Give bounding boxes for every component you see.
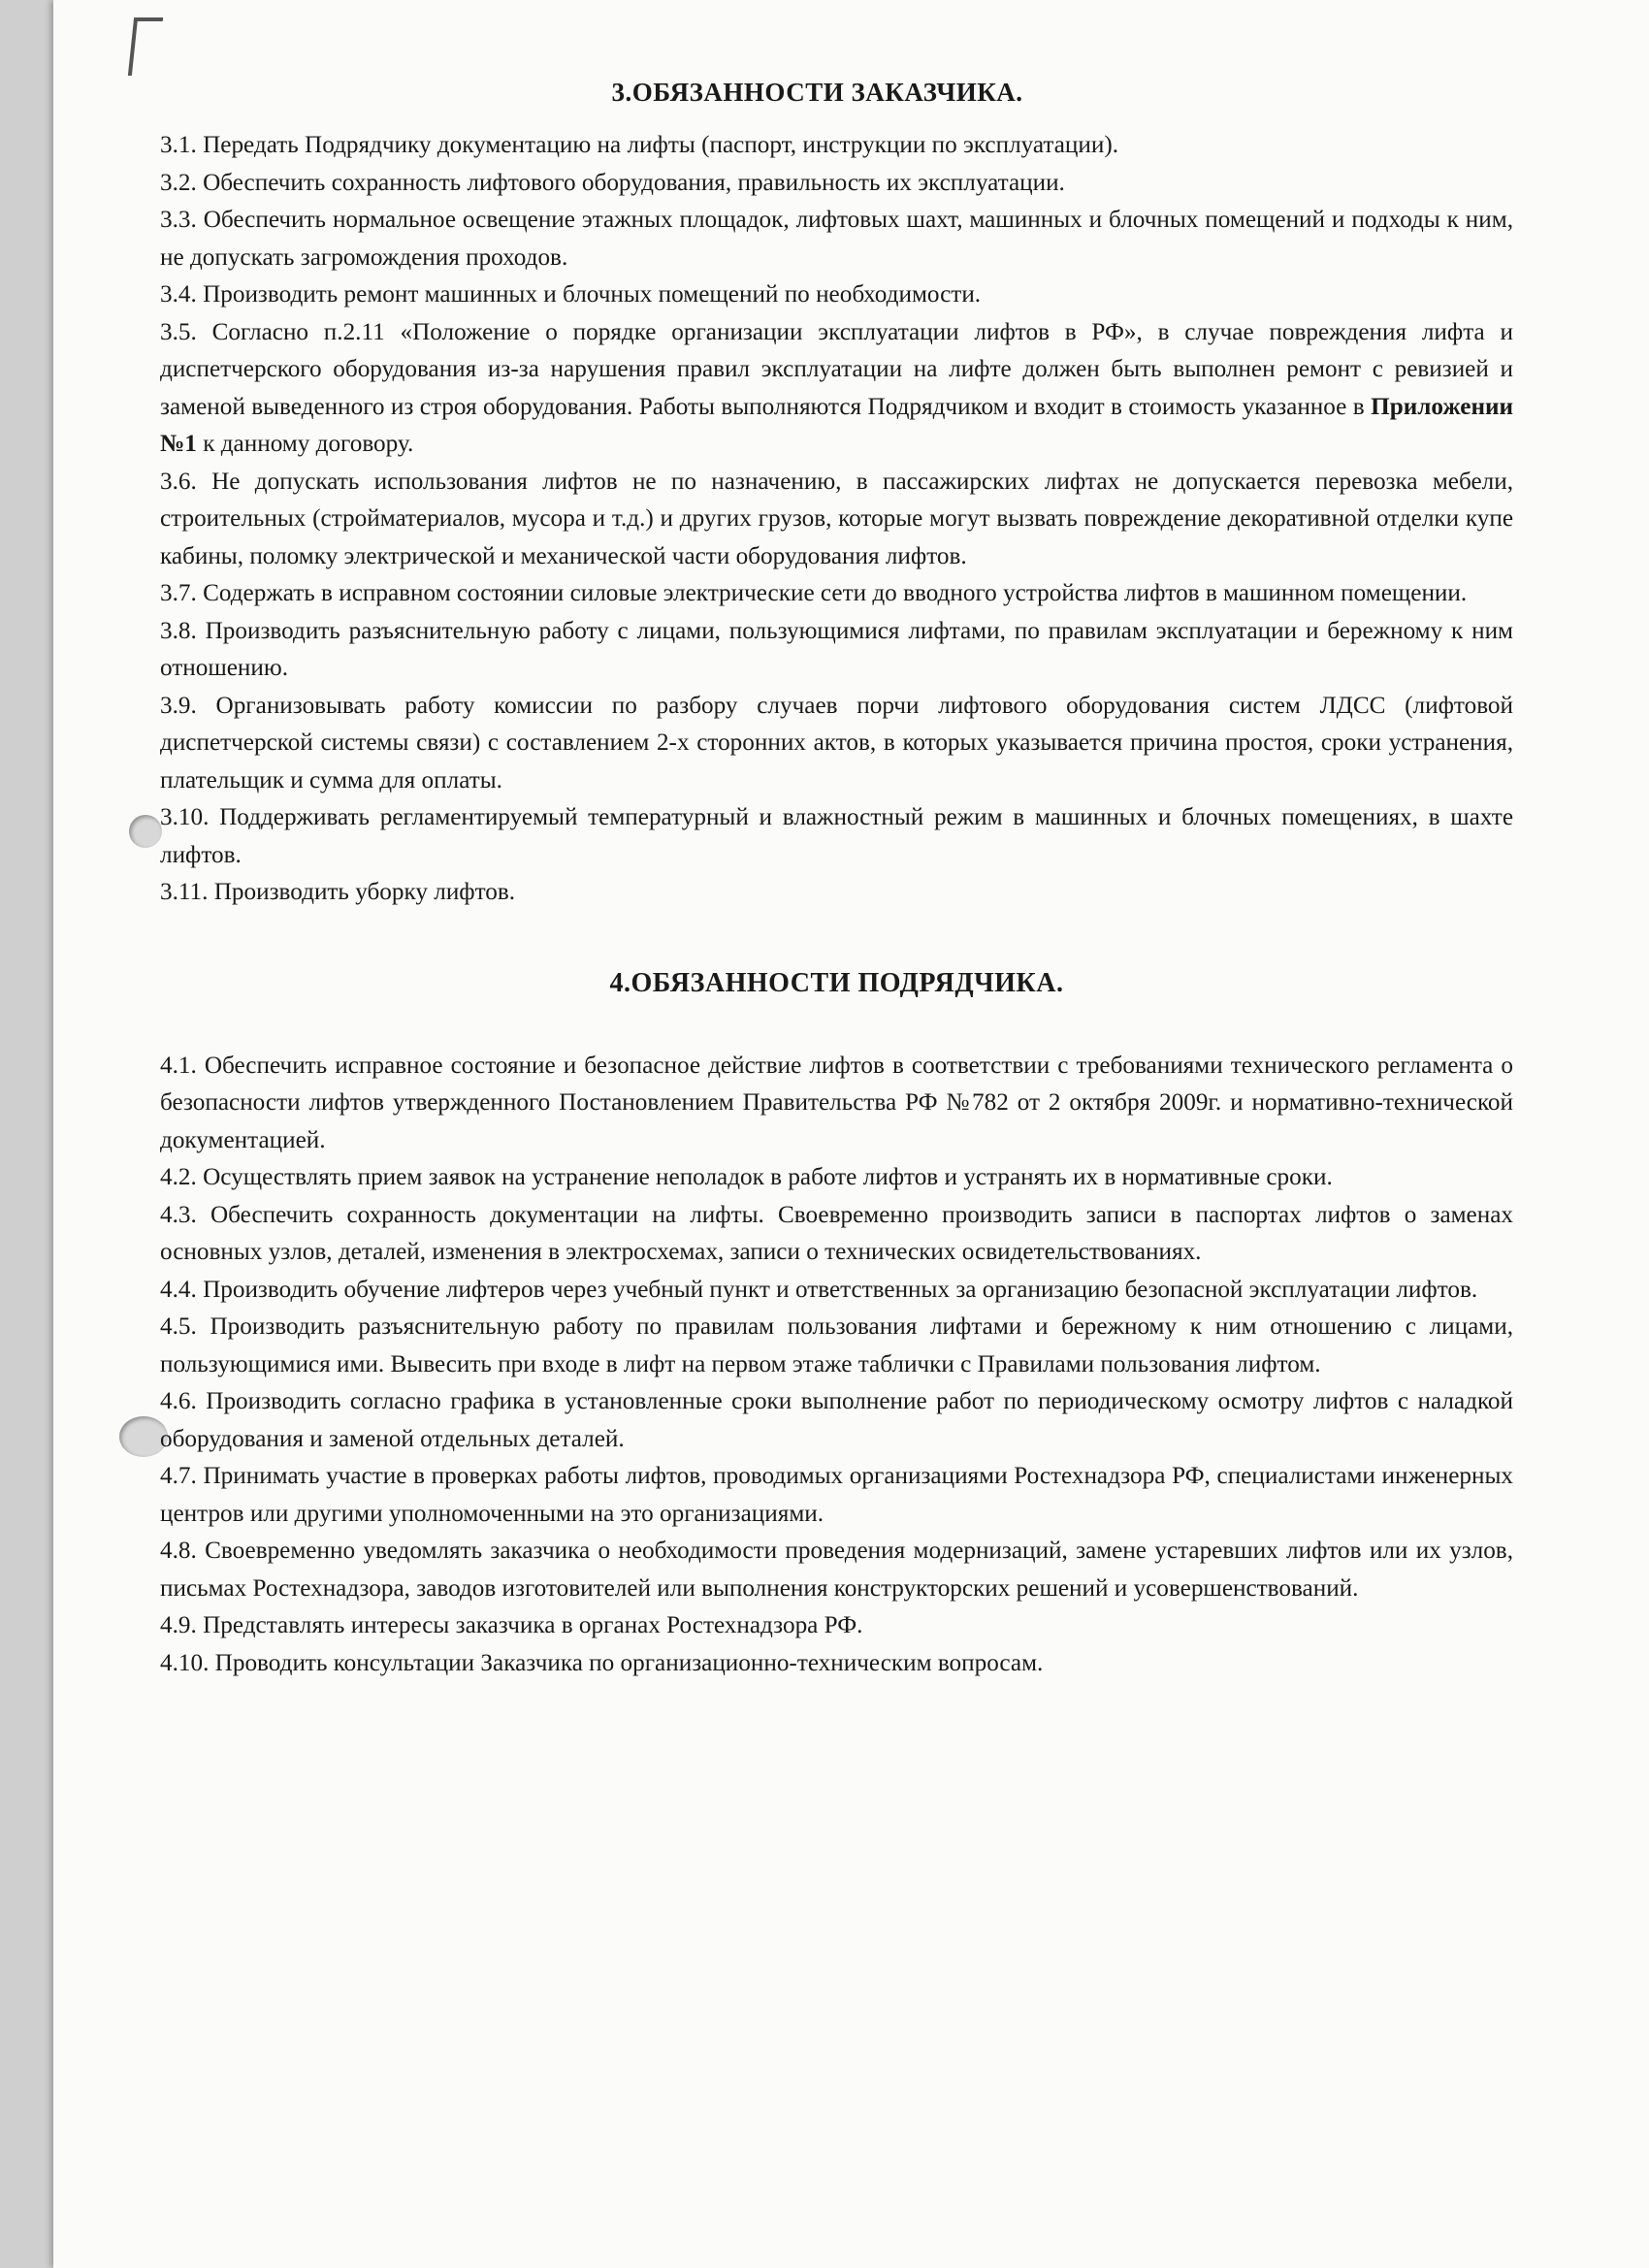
clause-3-10: 3.10. Поддерживать регламентируемый температурный и влажностный режим в машинных и блочных помещениях, в шахте лифтов.: [160, 804, 1513, 868]
clause-3-6: 3.6. Не допускать использования лифтов не по назначению, в пассажирских лифтах не допускается перевозка мебели, строительных (стройматериалов, мусора и т.д.) и других грузов, которые могут вызвать повреждение декоративной отделки купе кабины, поломку электрической и механической части оборудования лифтов.: [160, 468, 1513, 569]
clause-4-3: 4.3. Обеспечить сохранность документации на лифты. Своевременно производить записи в паспортах лифтов о заменах основных узлов, деталей, изменения в электросхемах, записи о технических освидетельствованиях.: [160, 1201, 1513, 1265]
clause-3-11: 3.11. Производить уборку лифтов.: [160, 879, 516, 905]
clause-4-4: 4.4. Производить обучение лифтеров через учебный пункт и ответственных за организацию безопасной эксплуатации лифтов.: [160, 1276, 1478, 1303]
clause-3-7: 3.7. Содержать в исправном состоянии силовые электрические сети до вводного устройства лифтов в машинном помещении.: [160, 580, 1468, 606]
clause-3-4: 3.4. Производить ремонт машинных и блочных помещений по необходимости.: [160, 281, 982, 308]
section-4-heading: 4.ОБЯЗАННОСТИ ПОДРЯДЧИКА.: [609, 967, 1064, 998]
staple-mark: [128, 17, 138, 76]
clause-3-5-text: 3.5. Согласно п.2.11 «Положение о порядке организации эксплуатации лифтов в РФ», в случае повреждения лифта и диспетчерского оборудования из-за нарушения правил эксплуатации на лифте должен быть выполнен ремонт с ревизией и заменой выведенного из строя оборудования. Работы выполняются Подрядчиком и входит в стоимость указанное в: [160, 318, 1513, 420]
clause-4-9: 4.9. Представлять интересы заказчика в органах Ростехнадзора РФ.: [160, 1612, 863, 1638]
clause-3-9: 3.9. Организовывать работу комиссии по разбору случаев порчи лифтового оборудования систем ЛДСС (лифтовой диспетчерской системы связи) с составлением 2-х сторонних актов, в которых указывается причина простоя, сроки устранения, плательщик и сумма для оплаты.: [160, 692, 1513, 794]
section-3-heading: 3.ОБЯЗАННОСТИ ЗАКАЗЧИКА.: [611, 78, 1023, 107]
clause-4-6: 4.6. Производить согласно графика в установленные сроки выполнение работ по периодическому осмотру лифтов с наладкой оборудования и заменой отдельных деталей.: [160, 1388, 1513, 1452]
clause-4-8: 4.8. Своевременно уведомлять заказчика о необходимости проведения модернизаций, замене устаревших лифтов или их узлов, письмах Ростехнадзора, заводов изготовителей или выполнения конструкторских решений и усовершенствований.: [160, 1538, 1513, 1602]
clause-3-1: 3.1. Передать Подрядчику документацию на лифты (паспорт, инструкции по эксплуатации).: [160, 132, 1119, 158]
clause-4-5: 4.5. Производить разъяснительную работу по правилам пользования лифтами и бережному к ним отношению с лицами, пользующимися ими. Вывесить при входе в лифт на первом этаже таблички с Правилами пользования лифтом.: [160, 1313, 1513, 1377]
punch-hole: [129, 815, 162, 848]
appendix-reference: Приложении №1: [160, 393, 1513, 457]
clause-3-8: 3.8. Производить разъяснительную работу с лицами, пользующимися лифтами, по правилам эксплуатации и бережному к ним отношению.: [160, 617, 1513, 681]
clause-4-1: 4.1. Обеспечить исправное состояние и безопасное действие лифтов в соответствии с требованиями технического регламента о безопасности лифтов утвержденного Постановлением Правительства РФ №782 от 2 октября 2009г. и нормативно-технической документацией.: [160, 1052, 1513, 1153]
clause-3-5-tail: к данному договору.: [196, 431, 414, 457]
clause-3-5: [160, 314, 1513, 464]
clause-3-3: 3.3. Обеспечить нормальное освещение этажных площадок, лифтовых шахт, машинных и блочных помещений и подходы к ним, не допускать загромождения проходов.: [160, 207, 1513, 271]
clause-3-2: 3.2. Обеспечить сохранность лифтового оборудования, правильность их эксплуатации.: [160, 169, 1065, 196]
document-body: [160, 78, 1513, 1682]
clause-4-10: 4.10. Проводить консультации Заказчика по организационно-техническим вопросам.: [160, 1649, 1044, 1676]
clause-4-7: 4.7. Принимать участие в проверках работы лифтов, проводимых организациями Ростехнадзора РФ, специалистами инженерных центров или другими уполномоченными на это организациями.: [160, 1463, 1513, 1527]
clause-4-2: 4.2. Осуществлять прием заявок на устранение неполадок в работе лифтов и устранять их в нормативные сроки.: [160, 1164, 1333, 1190]
